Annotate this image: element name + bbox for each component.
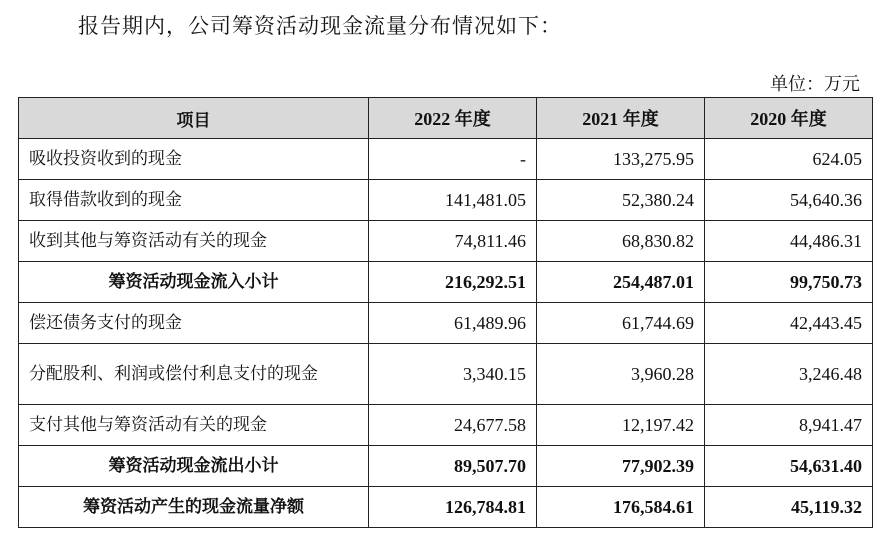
row-label: 支付其他与筹资活动有关的现金	[19, 405, 369, 446]
cell-2021: 176,584.61	[537, 487, 705, 528]
cell-2020: 42,443.45	[705, 303, 873, 344]
table-row	[19, 139, 873, 180]
header-2021: 2021 年度	[537, 98, 705, 139]
header-2020: 2020 年度	[705, 98, 873, 139]
row-label: 收到其他与筹资活动有关的现金	[19, 221, 369, 262]
cell-2022: 89,507.70	[369, 446, 537, 487]
row-label: 筹资活动现金流入小计	[19, 262, 369, 303]
cell-2020: 54,640.36	[705, 180, 873, 221]
cell-2021: 77,902.39	[537, 446, 705, 487]
cell-2020: 45,119.32	[705, 487, 873, 528]
cell-2020: 8,941.47	[705, 405, 873, 446]
cell-2022: 216,292.51	[369, 262, 537, 303]
cell-2021: 68,830.82	[537, 221, 705, 262]
cell-2021: 52,380.24	[537, 180, 705, 221]
row-label: 筹资活动产生的现金流量净额	[19, 487, 369, 528]
row-label: 筹资活动现金流出小计	[19, 446, 369, 487]
table-row	[19, 221, 873, 262]
cell-2020: 44,486.31	[705, 221, 873, 262]
cell-2021: 254,487.01	[537, 262, 705, 303]
header-item: 项目	[19, 98, 369, 139]
cell-2022: 141,481.05	[369, 180, 537, 221]
table-row	[19, 344, 873, 405]
cell-2022: 61,489.96	[369, 303, 537, 344]
unit-label: 单位：万元	[770, 74, 860, 95]
row-label: 吸收投资收到的现金	[19, 139, 369, 180]
cell-2022: 74,811.46	[369, 221, 537, 262]
net-total-row	[19, 487, 873, 528]
cell-2022: 3,340.15	[369, 344, 537, 405]
table-row	[19, 405, 873, 446]
intro-text: 报告期内，公司筹资活动现金流量分布情况如下：	[78, 14, 562, 38]
row-label: 偿还债务支付的现金	[19, 303, 369, 344]
cell-2020: 99,750.73	[705, 262, 873, 303]
cell-2022: 24,677.58	[369, 405, 537, 446]
cell-2020: 624.05	[705, 139, 873, 180]
cell-2020: 3,246.48	[705, 344, 873, 405]
subtotal-row-inflow	[19, 262, 873, 303]
cell-2022: 126,784.81	[369, 487, 537, 528]
cell-2021: 3,960.28	[537, 344, 705, 405]
row-label: 分配股利、利润或偿付利息支付的现金	[19, 344, 369, 405]
cell-2021: 133,275.95	[537, 139, 705, 180]
table-row	[19, 180, 873, 221]
financing-cashflow-table	[18, 97, 873, 528]
cell-2021: 61,744.69	[537, 303, 705, 344]
table-row	[19, 303, 873, 344]
cell-2022: -	[369, 139, 537, 180]
table-header-row	[19, 98, 873, 139]
cell-2021: 12,197.42	[537, 405, 705, 446]
subtotal-row-outflow	[19, 446, 873, 487]
row-label: 取得借款收到的现金	[19, 180, 369, 221]
cell-2020: 54,631.40	[705, 446, 873, 487]
header-2022: 2022 年度	[369, 98, 537, 139]
